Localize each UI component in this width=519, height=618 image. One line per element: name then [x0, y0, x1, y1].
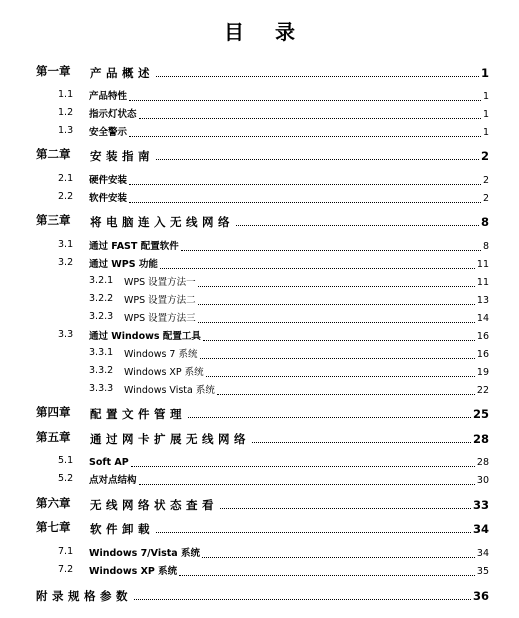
toc-entry-page-number: 16 — [476, 331, 489, 342]
toc-entry-page-number: 19 — [476, 367, 489, 378]
toc-entry-title: WPS 设置方法三 — [124, 313, 196, 324]
dot-leader — [198, 321, 475, 323]
toc-entry-page-number: 1 — [482, 91, 489, 102]
dot-leader — [198, 285, 475, 287]
toc-entry-title: 通过 Windows 配置工具 — [89, 331, 201, 342]
toc-entry-page-number: 28 — [472, 432, 489, 446]
toc-entry-title: 硬件安装 — [89, 175, 128, 186]
toc-entry-number: 第二章 — [36, 147, 71, 161]
toc-entry-title: Soft AP — [89, 457, 129, 468]
toc-entry-sub[interactable] — [0, 272, 519, 290]
toc-entry-section[interactable] — [0, 122, 519, 140]
dot-leader — [129, 135, 481, 137]
toc-entry-page-number: 34 — [472, 522, 489, 536]
toc-entry-title: 产品概述 — [90, 66, 154, 80]
dot-leader — [156, 158, 479, 160]
toc-entry-page-number: 35 — [476, 566, 489, 577]
dot-leader — [179, 574, 475, 576]
toc-entry-number: 第六章 — [36, 496, 71, 510]
toc-entry-title: Windows XP 系统 — [89, 566, 178, 577]
dot-leader — [206, 375, 475, 377]
toc-entry-appendix[interactable] — [0, 585, 519, 603]
toc-entry-sub[interactable] — [0, 344, 519, 362]
dot-leader — [217, 393, 475, 395]
toc-entry-number: 3.3.1 — [89, 347, 114, 358]
toc-entry-number: 第四章 — [36, 405, 71, 419]
toc-entry-section[interactable] — [0, 254, 519, 272]
toc-entry-page-number: 2 — [482, 193, 489, 204]
toc-entry-page-number: 22 — [476, 385, 489, 396]
toc-entry-title: 软件安装 — [89, 193, 128, 204]
toc-entry-chapter[interactable] — [0, 403, 519, 421]
toc-entry-number: 2.1 — [58, 173, 74, 184]
dot-leader — [236, 224, 479, 226]
dot-leader — [139, 117, 481, 119]
toc-entry-title: Windows Vista 系统 — [124, 385, 215, 396]
dot-leader — [129, 99, 481, 101]
toc-entry-number: 7.2 — [58, 564, 74, 575]
toc-entry-page-number: 28 — [476, 457, 489, 468]
toc-entry-number: 1.3 — [58, 125, 74, 136]
toc-entry-page-number: 2 — [482, 175, 489, 186]
dot-leader — [156, 531, 471, 533]
toc-entry-title: 无线网络状态查看 — [90, 498, 218, 512]
dot-leader — [203, 339, 475, 341]
toc-entry-number: 5.1 — [58, 455, 74, 466]
toc-entry-title: 软件卸载 — [90, 522, 154, 536]
toc-entry-title: Windows 7 系统 — [124, 349, 198, 360]
toc-entry-section[interactable] — [0, 86, 519, 104]
toc-entry-page-number: 2 — [480, 149, 489, 163]
toc-entry-title: 产品特性 — [89, 91, 128, 102]
toc-entry-number: 3.2.2 — [89, 293, 114, 304]
toc-entry-page-number: 1 — [482, 127, 489, 138]
toc-entry-number: 3.1 — [58, 239, 74, 250]
toc-entry-page-number: 33 — [472, 498, 489, 512]
toc-entry-number: 1.1 — [58, 89, 74, 100]
toc-entry-section[interactable] — [0, 188, 519, 206]
toc-entry-page-number: 36 — [472, 589, 489, 603]
toc-entry-number: 1.2 — [58, 107, 74, 118]
dot-leader — [160, 267, 475, 269]
toc-entry-section[interactable] — [0, 452, 519, 470]
toc-entry-page-number: 13 — [476, 295, 489, 306]
toc-entry-title: WPS 设置方法二 — [124, 295, 196, 306]
toc-entry-section[interactable] — [0, 470, 519, 488]
toc-entry-number: 3.3 — [58, 329, 74, 340]
toc-entry-page-number: 11 — [476, 277, 489, 288]
toc-entry-title: 安装指南 — [90, 149, 154, 163]
toc-entry-chapter[interactable] — [0, 494, 519, 512]
toc-entry-page-number: 34 — [476, 548, 489, 559]
toc-entry-section[interactable] — [0, 326, 519, 344]
toc-entry-title: WPS 设置方法一 — [124, 277, 196, 288]
toc-entry-title: 通过 WPS 功能 — [89, 259, 158, 270]
toc-entry-chapter[interactable] — [0, 62, 519, 80]
toc-entry-title: 指示灯状态 — [89, 109, 137, 120]
toc-entry-title: 附录规格参数 — [36, 589, 132, 603]
toc-entry-section[interactable] — [0, 104, 519, 122]
toc-entry-title: Windows 7/Vista 系统 — [89, 548, 200, 559]
dot-leader — [139, 483, 475, 485]
toc-entry-chapter[interactable] — [0, 428, 519, 446]
dot-leader — [252, 441, 471, 443]
toc-entry-page-number: 30 — [476, 475, 489, 486]
toc-entry-number: 第一章 — [36, 64, 71, 78]
toc-entry-number: 5.2 — [58, 473, 74, 484]
toc-entry-page-number: 14 — [476, 313, 489, 324]
dot-leader — [129, 201, 481, 203]
dot-leader — [181, 249, 481, 251]
toc-entry-page-number: 8 — [482, 241, 489, 252]
toc-entry-title: 配置文件管理 — [90, 407, 186, 421]
toc-entry-chapter[interactable] — [0, 211, 519, 229]
toc-entry-section[interactable] — [0, 170, 519, 188]
dot-leader — [129, 183, 481, 185]
toc-entry-title: 点对点结构 — [89, 475, 137, 486]
toc-entry-page-number: 8 — [480, 215, 489, 229]
toc-entry-page-number: 11 — [476, 259, 489, 270]
toc-entry-number: 第五章 — [36, 430, 71, 444]
toc-entry-number: 3.2 — [58, 257, 74, 268]
toc-entry-chapter[interactable] — [0, 145, 519, 163]
toc-entry-number: 2.2 — [58, 191, 74, 202]
toc-entry-title: 通过网卡扩展无线网络 — [90, 432, 250, 446]
toc-entry-section[interactable] — [0, 236, 519, 254]
toc-entry-number: 7.1 — [58, 546, 74, 557]
dot-leader — [134, 598, 471, 600]
dot-leader — [220, 507, 471, 509]
toc-entry-section[interactable] — [0, 561, 519, 579]
toc-entry-title: 安全警示 — [89, 127, 128, 138]
toc-entry-sub[interactable] — [0, 380, 519, 398]
toc-entry-title: 将电脑连入无线网络 — [90, 215, 234, 229]
dot-leader — [131, 465, 475, 467]
toc-entry-number: 第三章 — [36, 213, 71, 227]
dot-leader — [200, 357, 475, 359]
toc-entry-title: Windows XP 系统 — [124, 367, 204, 378]
toc-entry-chapter[interactable] — [0, 518, 519, 536]
dot-leader — [198, 303, 475, 305]
toc-entry-number: 3.3.3 — [89, 383, 114, 394]
toc-entry-page-number: 1 — [482, 109, 489, 120]
toc-entry-page-number: 1 — [480, 66, 489, 80]
toc-entry-number: 3.2.1 — [89, 275, 114, 286]
dot-leader — [156, 75, 479, 77]
toc-entry-sub[interactable] — [0, 308, 519, 326]
toc-entry-number: 3.2.3 — [89, 311, 114, 322]
page-title: 目 录 — [224, 20, 307, 44]
toc-entry-page-number: 25 — [472, 407, 489, 421]
toc-entry-section[interactable] — [0, 543, 519, 561]
toc-entry-sub[interactable] — [0, 290, 519, 308]
dot-leader — [202, 556, 475, 558]
toc-entry-title: 通过 FAST 配置软件 — [89, 241, 179, 252]
toc-entry-number: 第七章 — [36, 520, 71, 534]
toc-entry-number: 3.3.2 — [89, 365, 114, 376]
toc-entry-page-number: 16 — [476, 349, 489, 360]
dot-leader — [188, 416, 471, 418]
toc-entry-sub[interactable] — [0, 362, 519, 380]
